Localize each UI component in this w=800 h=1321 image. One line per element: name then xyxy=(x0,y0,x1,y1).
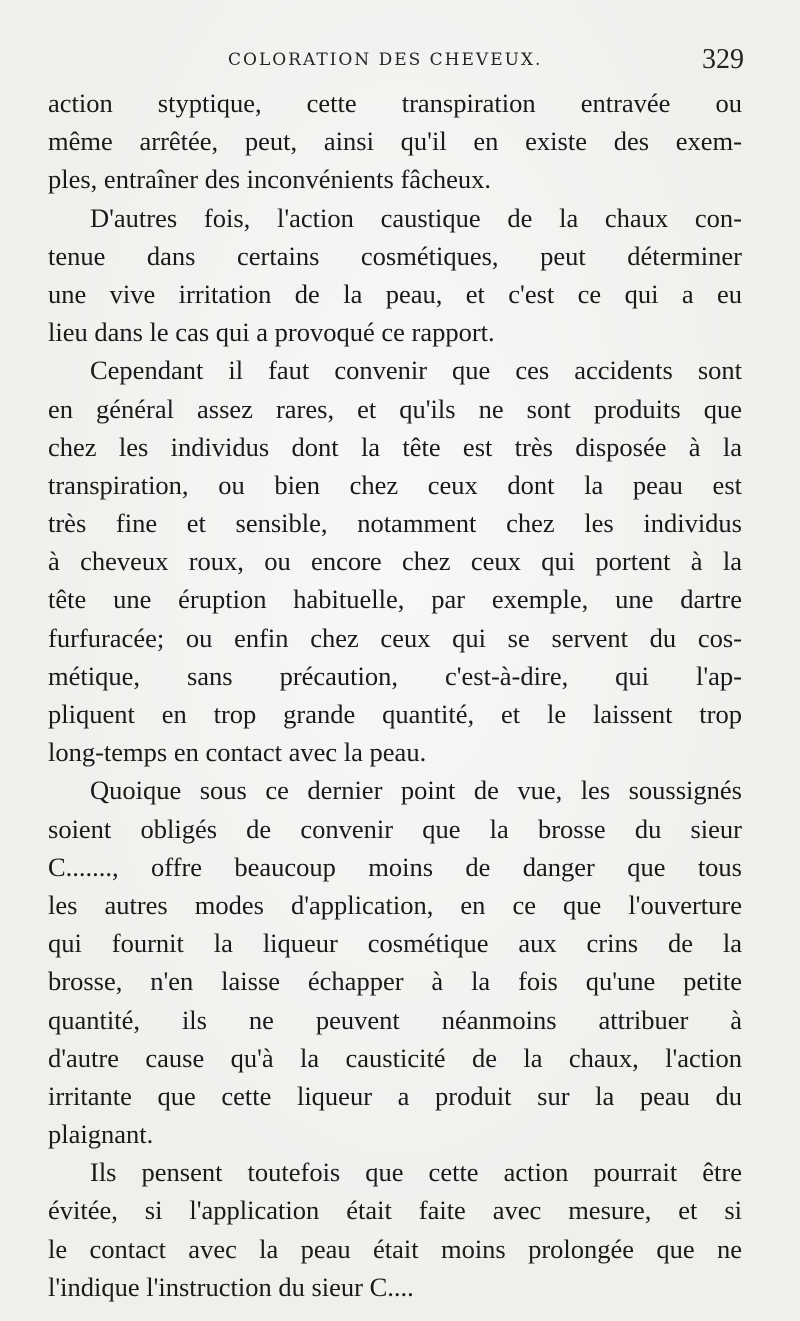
text-line: évitée, si l'application était faite avec mesure, et si xyxy=(48,1195,742,1226)
page-header xyxy=(48,44,750,84)
text-line: même arrêtée, peut, ainsi qu'il en existe des exem- xyxy=(48,126,742,157)
text-line: en général assez rares, et qu'ils ne sont produits que xyxy=(48,393,742,424)
text-line: long-temps en contact avec la peau. xyxy=(48,737,427,768)
text-line: furfuracée; ou enfin chez ceux qui se servent du cos- xyxy=(48,622,742,653)
text-line: d'autre cause qu'à la causticité de la chaux, l'action xyxy=(48,1042,742,1073)
text-line: plaignant. xyxy=(48,1119,154,1150)
text-line: Ils pensent toutefois que cette action pourrait être xyxy=(90,1157,742,1188)
text-line: quantité, ils ne peuvent néanmoins attribuer à xyxy=(48,1004,742,1035)
text-line: transpiration, ou bien chez ceux dont la peau est xyxy=(48,469,742,500)
running-head: COLORATION DES CHEVEUX. xyxy=(228,50,543,70)
text-line: tête une éruption habituelle, par exemple, une dartre xyxy=(48,584,742,615)
text-line: Quoique sous ce dernier point de vue, les soussignés xyxy=(90,775,742,806)
text-line: l'indique l'instruction du sieur C.... xyxy=(48,1271,414,1302)
text-line: soient obligés de convenir que la brosse du sieur xyxy=(48,813,742,844)
text-line: très fine et sensible, notamment chez les individus xyxy=(48,508,742,539)
text-line: D'autres fois, l'action caustique de la chaux con- xyxy=(90,202,742,233)
text-line: qui fournit la liqueur cosmétique aux crins de la xyxy=(48,928,742,959)
text-line: chez les individus dont la tête est très disposée à la xyxy=(48,431,742,462)
text-line: le contact avec la peau était moins prolongée que ne xyxy=(48,1233,742,1264)
text-line: les autres modes d'application, en ce que l'ouverture xyxy=(48,889,742,920)
text-line: brosse, n'en laisse échapper à la fois qu'une petite xyxy=(48,966,742,997)
text-line: une vive irritation de la peau, et c'est ce qui a eu xyxy=(48,278,742,309)
page-number: 329 xyxy=(702,44,744,75)
text-line: à cheveux roux, ou encore chez ceux qui portent à la xyxy=(48,546,742,577)
text-line: Cependant il faut convenir que ces accidents sont xyxy=(90,355,742,386)
body-text xyxy=(48,84,742,1306)
text-line: ples, entraîner des inconvénients fâcheux. xyxy=(48,164,491,195)
text-line: métique, sans précaution, c'est-à-dire, qui l'ap- xyxy=(48,660,742,691)
text-line: lieu dans le cas qui a provoqué ce rapport. xyxy=(48,317,495,348)
text-line: action styptique, cette transpiration entravée ou xyxy=(48,88,742,118)
text-line: irritante que cette liqueur a produit sur la peau du xyxy=(48,1080,742,1111)
text-line: tenue dans certains cosmétiques, peut déterminer xyxy=(48,240,742,271)
text-line: pliquent en trop grande quantité, et le laissent trop xyxy=(48,699,742,729)
text-line: C......., offre beaucoup moins de danger que tous xyxy=(48,851,742,882)
